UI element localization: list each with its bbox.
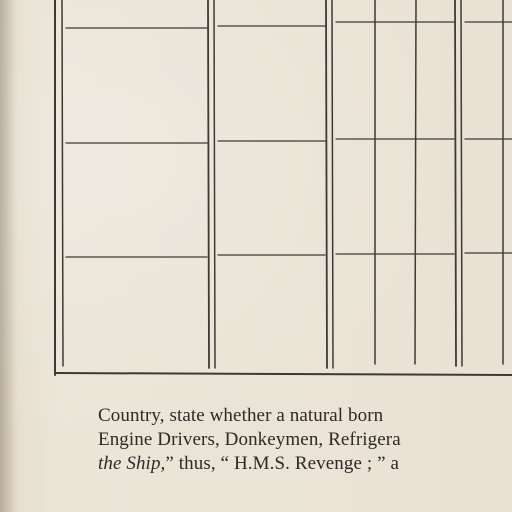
instruction-paragraph bbox=[98, 404, 512, 476]
column-rule bbox=[208, 0, 209, 368]
column-rule bbox=[214, 0, 215, 368]
column-rule bbox=[415, 0, 416, 364]
instruction-line-1: Country, state whether a natural born bbox=[98, 405, 384, 426]
instruction-italic-text: the Ship, bbox=[98, 453, 166, 474]
instruction-example-text: ” thus, “ H.M.S. Revenge ; ” a bbox=[165, 453, 399, 474]
column-rule bbox=[461, 0, 462, 366]
instruction-line-2: Engine Drivers, Donkeymen, Refrigera bbox=[98, 429, 401, 450]
frame-left-rule-inner bbox=[62, 0, 63, 366]
column-rule bbox=[332, 0, 333, 368]
frame-bottom-rule bbox=[56, 373, 512, 375]
column-rule bbox=[455, 0, 456, 366]
instruction-line-3 bbox=[98, 452, 512, 476]
column-rule bbox=[326, 0, 327, 368]
